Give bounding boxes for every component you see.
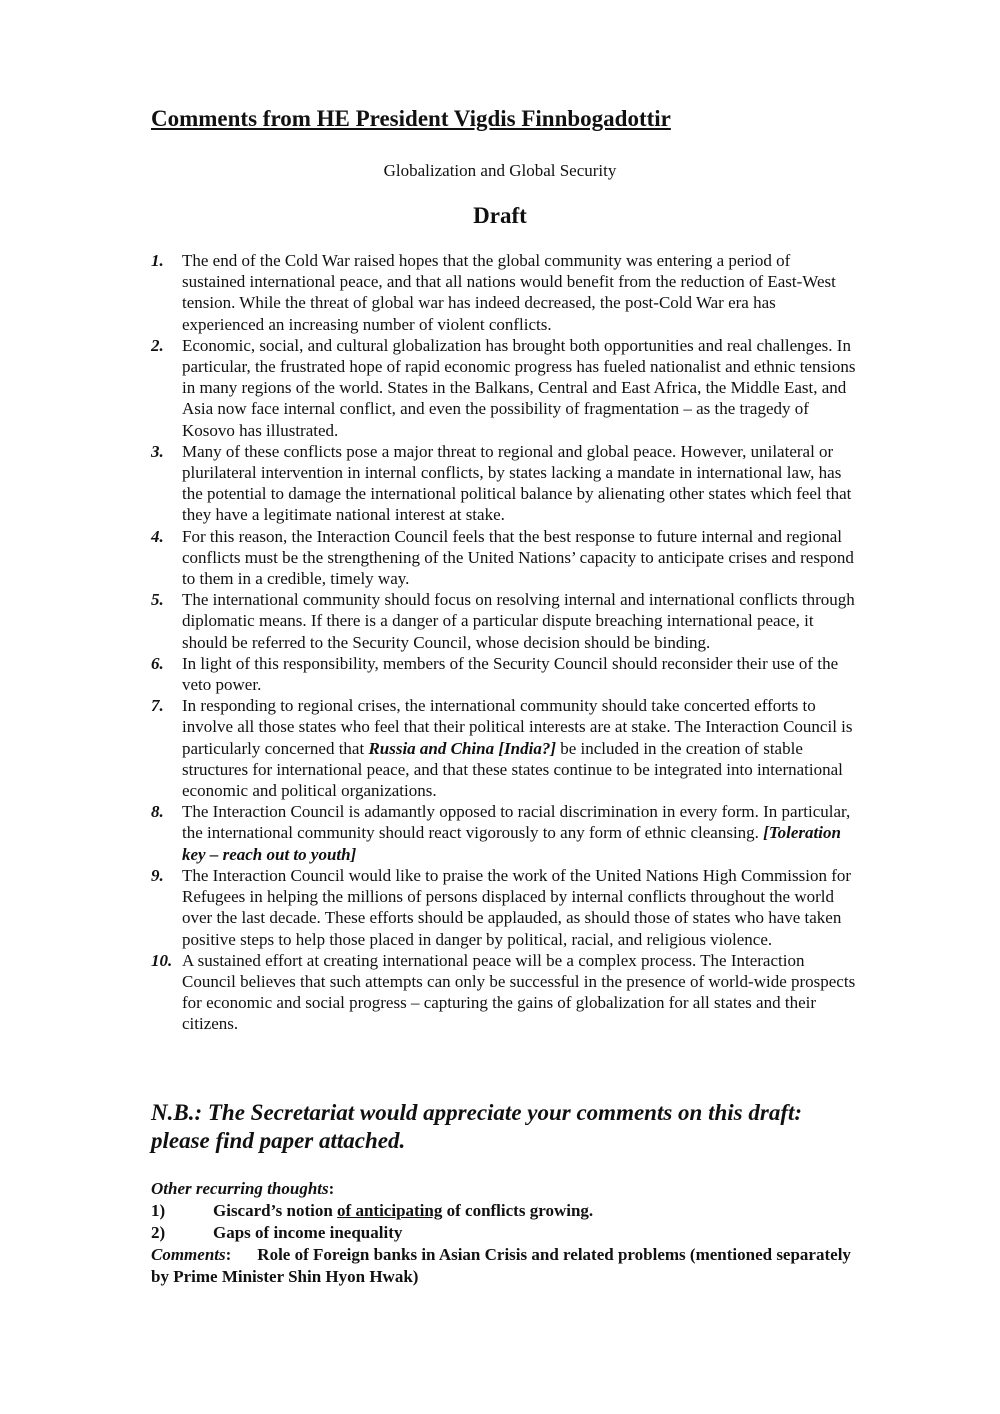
comments-text: Role of Foreign banks in Asian Crisis and related problems (mentioned separately by Prime Minister Shin Hyon Hwak) — [151, 1245, 851, 1286]
item-text: The Interaction Council would like to praise the work of the United Nations High Commission for Refugees in helping the millions of persons displaced by internal conflicts throughout the world over the last decade. These efforts should be applauded, as should those of states who have taken positive steps to help those placed in danger by political, racial, and religious violence. — [182, 865, 852, 949]
draft-heading: Draft — [473, 203, 527, 228]
item-text-start: In responding to regional crises, the international community should take concerted efforts to involve all those states who feel that their political interests are at stake. The Interaction Council is particularly concerned that — [182, 696, 853, 758]
thought-number: 1) — [151, 1201, 166, 1220]
thought-text-start: Giscard’s notion — [213, 1201, 338, 1220]
comments-label — [151, 1245, 231, 1264]
thought-item — [151, 1200, 851, 1222]
list-item — [151, 589, 856, 653]
item-text: The end of the Cold War raised hopes that the global community was entering a period of sustained international peace, and that all nations would benefit from the reduction of East-West tension. While the threat of global war has indeed decreased, the post-Cold War era has experienced an increasing number of violent conflicts. — [182, 251, 836, 334]
item-number: 6. — [151, 653, 164, 673]
item-number: 1. — [151, 251, 164, 270]
thought-number: 2) — [151, 1223, 166, 1242]
thought-item — [151, 1222, 851, 1244]
comments-label-text: Comments — [151, 1245, 226, 1264]
item-emphasis: Russia and China [India?] — [368, 738, 556, 758]
item-text: In light of this responsibility, members of the Security Council should reconsider their use of the veto power. — [182, 653, 839, 695]
item-text: Many of these conflicts pose a major threat to regional and global peace. However, unilateral or plurilateral intervention in internal conflicts, by states lacking a mandate in international law, has the potential to damage the international political balance by alienating other states which feel that they have a legitimate national interest at stake. — [182, 441, 852, 525]
document-title: Comments from HE President Vigdis Finnbogadottir — [151, 106, 671, 131]
list-item — [151, 335, 856, 441]
thought-text: Gaps of income inequality — [213, 1223, 403, 1242]
list-item — [151, 865, 856, 950]
item-number: 10. — [151, 950, 173, 970]
comments-colon: : — [225, 1245, 232, 1264]
item-text-start: The Interaction Council is adamantly opposed to racial discrimination in every form. In particular, the international community should react vigorously to any form of ethnic cleansing. — [182, 802, 851, 843]
other-thoughts-colon: : — [328, 1179, 335, 1198]
numbered-points-list — [151, 250, 856, 1035]
item-text: A sustained effort at creating international peace will be a complex process. The Interaction Council believes that such attempts can only be successful in the presence of world-wide prospects for economic and social progress – capturing the gains of globalization for all states and their citizens. — [182, 950, 856, 1034]
other-thoughts-label: Other recurring thoughts — [151, 1179, 329, 1198]
list-item — [151, 695, 856, 801]
other-thoughts-section — [151, 1178, 851, 1288]
item-text: The international community should focus on resolving internal and international conflicts through diplomatic means. If there is a danger of a particular dispute breaching international peace, it should be referred to the Security Council, whose decision should be binding. — [182, 590, 855, 652]
item-number: 9. — [151, 865, 164, 885]
list-item — [151, 950, 856, 1035]
list-item — [151, 441, 856, 526]
thought-underlined-text: of anticipating — [337, 1201, 443, 1220]
other-thoughts-heading — [151, 1178, 851, 1200]
list-item — [151, 653, 856, 695]
item-emphasis: [Toleration key – reach out to youth] — [182, 823, 841, 864]
item-number: 8. — [151, 802, 164, 822]
item-text: Economic, social, and cultural globalization has brought both opportunities and real challenges. In particular, the frustrated hope of rapid economic progress has fueled nationalist and ethnic tensions in many regions of the world. States in the Balkans, Central and East Africa, the Middle East, and Asia now face internal conflict, and even the possibility of fragmentation – as the tragedy of Kosovo has illustrated. — [182, 335, 856, 440]
item-number: 7. — [151, 696, 164, 716]
list-item — [151, 801, 856, 865]
list-item — [151, 250, 856, 335]
nb-note: N.B.: The Secretariat would appreciate your comments on this draft: please find paper attached. — [151, 1100, 803, 1153]
item-text-end: be included in the creation of stable structures for international peace, and that these states continue to be integrated into international economic and political organizations. — [182, 738, 843, 801]
item-number: 2. — [151, 335, 164, 355]
document-subtitle: Globalization and Global Security — [383, 161, 617, 180]
item-number: 3. — [151, 441, 164, 461]
comments-block — [151, 1244, 851, 1288]
item-text: For this reason, the Interaction Council feels that the best response to future internal and regional conflicts must be the strengthening of the United Nations’ capacity to anticipate crises and respond to them in a credible, timely way. — [182, 526, 854, 589]
list-item — [151, 526, 856, 590]
thought-text-end: of conflicts growing. — [442, 1201, 594, 1220]
item-number: 5. — [151, 590, 164, 610]
item-number: 4. — [151, 526, 164, 546]
